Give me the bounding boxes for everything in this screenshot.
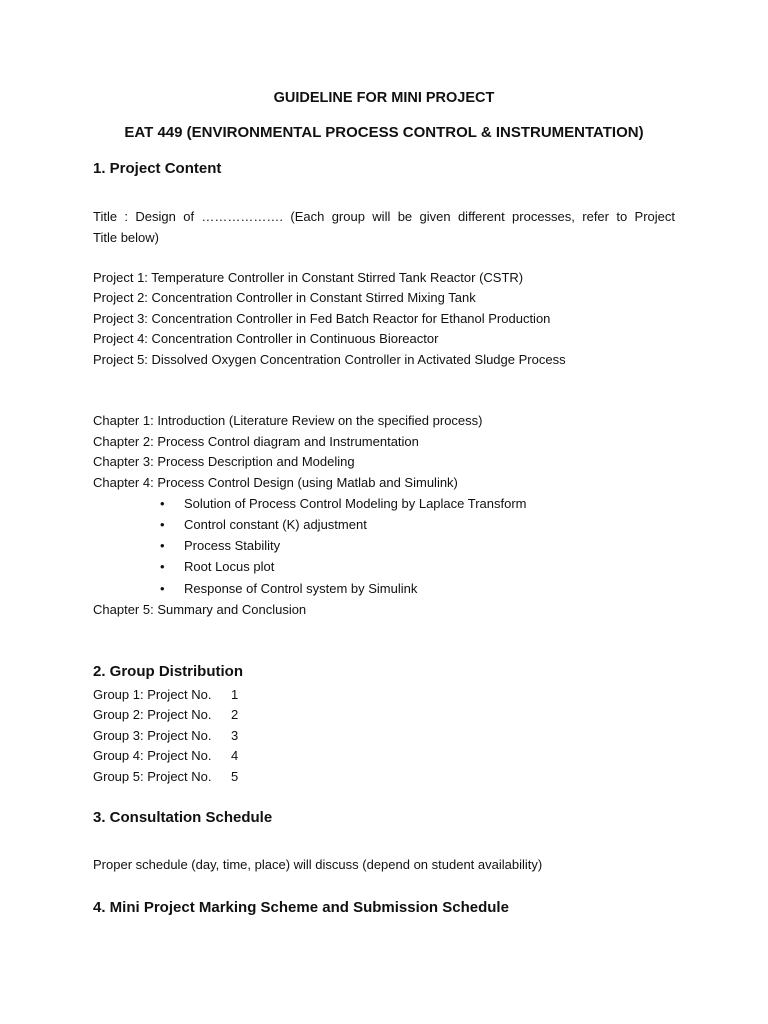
- bullet-icon: •: [160, 559, 165, 574]
- bullet-item: Control constant (K) adjustment: [184, 517, 367, 532]
- project-title-paragraph: [93, 206, 675, 248]
- project-item: Project 3: Concentration Controller in Fed Batch Reactor for Ethanol Production: [93, 311, 551, 326]
- section-3-heading: 3. Consultation Schedule: [93, 809, 273, 826]
- group-label: Group 2: Project No.: [93, 707, 212, 722]
- chapter-item: Chapter 4: Process Control Design (using Matlab and Simulink): [93, 475, 458, 490]
- chapter-item: Chapter 2: Process Control diagram and Instrumentation: [93, 434, 419, 449]
- project-item: Project 1: Temperature Controller in Constant Stirred Tank Reactor (CSTR): [93, 270, 524, 285]
- bullet-item: Process Stability: [184, 538, 281, 553]
- group-project-number: 4: [231, 748, 239, 763]
- group-row: [93, 769, 239, 785]
- chapter-item: Chapter 1: Introduction (Literature Review on the specified process): [93, 413, 483, 428]
- consultation-text: Proper schedule (day, time, place) will discuss (depend on student availability): [93, 857, 543, 872]
- chapter-item: Chapter 3: Process Description and Modeling: [93, 454, 355, 469]
- section-4-heading: 4. Mini Project Marking Scheme and Submission Schedule: [93, 899, 509, 916]
- project-title-line-2: Title below): [93, 230, 159, 245]
- group-project-number: 5: [231, 769, 239, 784]
- bullet-icon: •: [160, 496, 165, 511]
- project-title-line-1: Title : Design of ………………. (Each group will be given different processes, refer to Project: [93, 209, 675, 224]
- document-title: GUIDELINE FOR MINI PROJECT: [273, 90, 495, 106]
- group-row: [93, 728, 239, 744]
- group-label: Group 1: Project No.: [93, 687, 212, 702]
- group-label: Group 3: Project No.: [93, 728, 212, 743]
- chapter-item: Chapter 5: Summary and Conclusion: [93, 602, 307, 617]
- bullet-item: Root Locus plot: [184, 559, 275, 574]
- course-title: EAT 449 (ENVIRONMENTAL PROCESS CONTROL & INSTRUMENTATION): [124, 124, 644, 141]
- bullet-icon: •: [160, 517, 165, 532]
- group-label: Group 4: Project No.: [93, 748, 212, 763]
- group-row: [93, 748, 239, 764]
- project-item: Project 2: Concentration Controller in Constant Stirred Mixing Tank: [93, 290, 476, 305]
- bullet-icon: •: [160, 538, 165, 553]
- project-item: Project 5: Dissolved Oxygen Concentration Controller in Activated Sludge Process: [93, 352, 566, 367]
- group-project-number: 1: [231, 687, 239, 702]
- bullet-icon: •: [160, 581, 165, 596]
- section-2-heading: 2. Group Distribution: [93, 663, 243, 680]
- bullet-item: Response of Control system by Simulink: [184, 581, 418, 596]
- group-row: [93, 707, 239, 723]
- section-1-heading: 1. Project Content: [93, 160, 222, 177]
- group-project-number: 2: [231, 707, 239, 722]
- bullet-item: Solution of Process Control Modeling by Laplace Transform: [184, 496, 527, 511]
- group-project-number: 3: [231, 728, 239, 743]
- group-row: [93, 687, 239, 703]
- project-item: Project 4: Concentration Controller in Continuous Bioreactor: [93, 331, 439, 346]
- group-label: Group 5: Project No.: [93, 769, 212, 784]
